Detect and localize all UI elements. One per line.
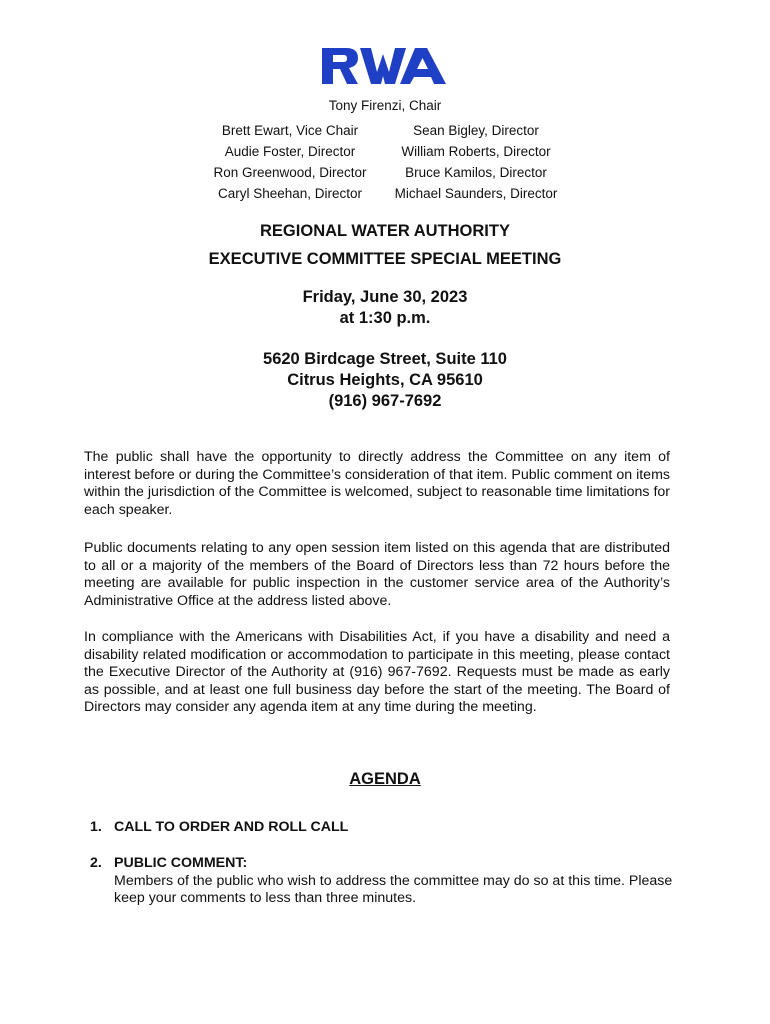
director-name: Brett Ewart, Vice Chair [221, 123, 359, 138]
phone-number: (916) 967-7692 [328, 392, 442, 410]
public-documents-paragraph: Public documents relating to any open session item listed on this agenda that are distributed to all or a majority of the members of the Board of Directors less than 72 hours before the meeting are available for public inspection in the customer service area of the Authority’s Administrative Office at the address listed above. [84, 540, 670, 609]
director-name: William Roberts, Director [401, 144, 551, 159]
address-line-1: 5620 Birdcage Street, Suite 110 [263, 350, 507, 368]
directors-left-column [198, 120, 382, 204]
meeting-date: Friday, June 30, 2023 [302, 288, 468, 306]
agenda-item-title: PUBLIC COMMENT: [114, 855, 248, 871]
director-name: Michael Saunders, Director [394, 186, 558, 201]
director-name: Sean Bigley, Director [413, 123, 539, 138]
agenda-item-title: CALL TO ORDER AND ROLL CALL [114, 819, 349, 835]
organization-name: REGIONAL WATER AUTHORITY [260, 222, 510, 240]
director-name: Caryl Sheehan, Director [217, 186, 363, 201]
meeting-type: EXECUTIVE COMMITTEE SPECIAL MEETING [208, 250, 562, 268]
director-name: Audie Foster, Director [224, 144, 356, 159]
meeting-time: at 1:30 p.m. [339, 309, 431, 327]
address-line-2: Citrus Heights, CA 95610 [287, 371, 483, 389]
directors-right-column [382, 120, 570, 204]
agenda-item-number: 2. [90, 855, 102, 871]
agenda-heading: AGENDA [349, 770, 421, 788]
rwa-logo [320, 46, 448, 86]
director-name: Bruce Kamilos, Director [405, 165, 547, 180]
director-name: Ron Greenwood, Director [213, 165, 367, 180]
meeting-datetime [0, 287, 770, 329]
document-title [0, 217, 770, 273]
public-comment-paragraph: The public shall have the opportunity to directly address the Committee on any item of interest before or during the Committee’s consideration of that item. Public comment on items within the jurisdiction of the Committee is welcomed, subject to reasonable time limitations for each speaker. [84, 449, 670, 518]
agenda-item-number: 1. [90, 819, 102, 835]
board-chair: Tony Firenzi, Chair [328, 98, 442, 113]
meeting-location [0, 349, 770, 412]
ada-compliance-paragraph: In compliance with the Americans with Disabilities Act, if you have a disability and need a disability related modification or accommodation to participate in this meeting, please contact the Executive Director of the Authority at (916) 967-7692. Requests must be made as early as possible, and at least one full business day before the start of the meeting. The Board of Directors may consider any agenda item at any time during the meeting. [84, 629, 670, 716]
agenda-item-description: Members of the public who wish to address the committee may do so at this time. Please keep your comments to less than three minutes. [114, 872, 673, 907]
